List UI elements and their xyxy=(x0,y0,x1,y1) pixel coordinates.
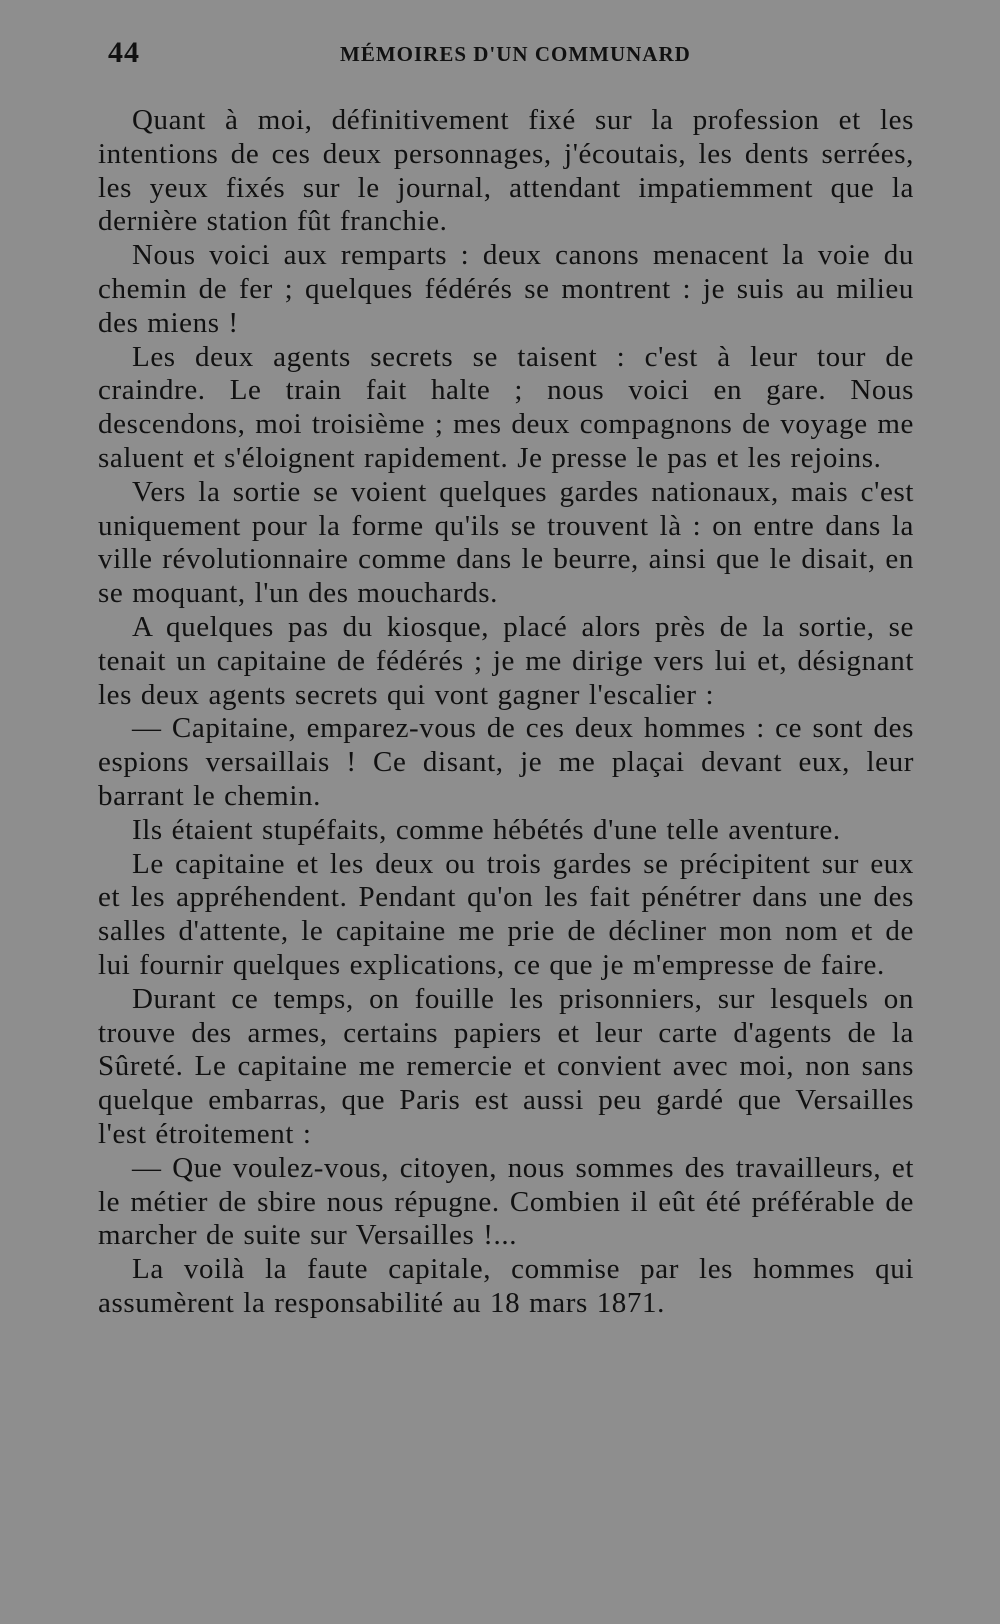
paragraph: Durant ce temps, on fouille les prisonniers, sur lesquels on trouve des armes, certains papiers et leur carte d'agents de la Sûreté. Le capitaine me remercie et convient avec moi, non sans quelque embarras, que Paris est aussi peu gardé que Versailles l'est étroitement : xyxy=(98,982,914,1150)
paragraph: Ils étaient stupéfaits, comme hébétés d'une telle aventure. xyxy=(132,813,841,846)
paragraph: Quant à moi, définitivement fixé sur la profession et les intentions de ces deux personnages, j'écoutais, les dents serrées, les yeux fixés sur le journal, attendant impatiemment que la dernière station fût franchie. xyxy=(98,104,914,238)
page-header xyxy=(108,36,908,76)
paragraph: — Capitaine, emparez-vous de ces deux hommes : ce sont des espions versaillais ! Ce disant, je me plaçai devant eux, leur barrant le chemin. xyxy=(98,712,914,812)
body-text xyxy=(98,104,914,1321)
paragraph: — Que voulez-vous, citoyen, nous sommes des travailleurs, et le métier de sbire nous répugne. Combien il eût été préférable de marcher de suite sur Versailles !... xyxy=(98,1151,914,1252)
running-title: MÉMOIRES D'UN COMMUNARD xyxy=(340,42,691,66)
paragraph: Les deux agents secrets se taisent : c'est à leur tour de craindre. Le train fait halte ; nous voici en gare. Nous descendons, moi troisième ; mes deux compagnons de voyage me saluent et s'éloignent rapidement. Je presse le pas et les rejoins. xyxy=(98,340,914,474)
paragraph: Vers la sortie se voient quelques gardes nationaux, mais c'est uniquement pour la forme qu'ils se trouvent là : on entre dans la ville révolutionnaire comme dans le beurre, ainsi que le disait, en se moquant, l'un des mouchards. xyxy=(98,475,914,610)
paragraph: Nous voici aux remparts : deux canons menacent la voie du chemin de fer ; quelques fédérés se montrent : je suis au milieu des miens ! xyxy=(98,239,914,339)
paragraph: Le capitaine et les deux ou trois gardes se précipitent sur eux et les appréhendent. Pendant qu'on les fait pénétrer dans une des salles d'attente, le capitaine me prie de décliner mon nom et de lui fournir quelques explications, ce que je m'empresse de faire. xyxy=(98,847,914,981)
page-number: 44 xyxy=(108,36,140,69)
paragraph: A quelques pas du kiosque, placé alors près de la sortie, se tenait un capitaine de fédérés ; je me dirige vers lui et, désignant les deux agents secrets qui vont gagner l'escalier : xyxy=(98,610,914,711)
paragraph: La voilà la faute capitale, commise par les hommes qui assumèrent la responsabilité au 18 mars 1871. xyxy=(98,1253,914,1319)
